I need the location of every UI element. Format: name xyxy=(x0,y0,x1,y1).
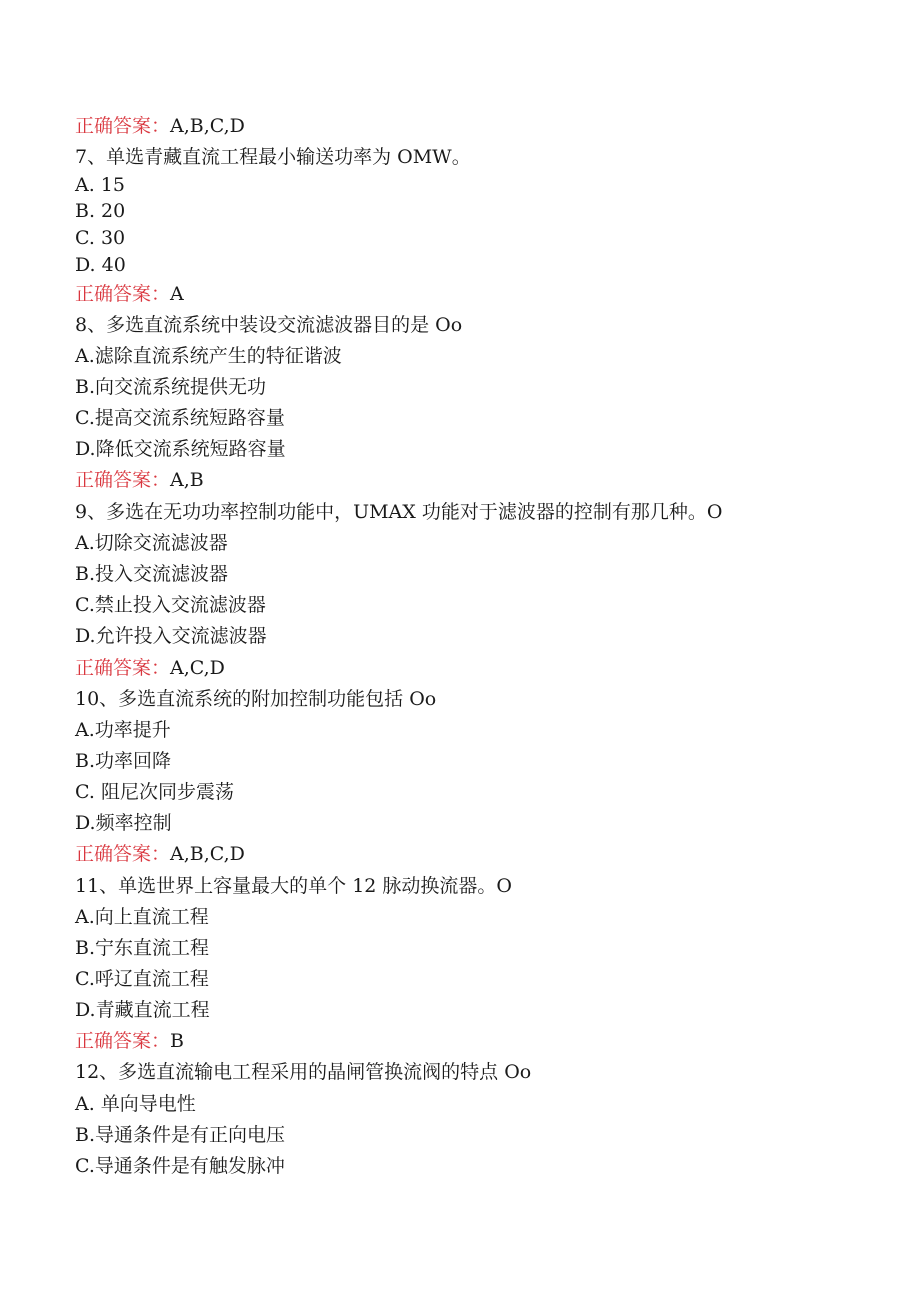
option-line: D.降低交流系统短路容量 xyxy=(75,438,286,460)
option-line: C.提高交流系统短路容量 xyxy=(75,407,285,429)
answer-line xyxy=(75,842,245,866)
option-line: A.向上直流工程 xyxy=(75,906,209,928)
question-10: 10、多选直流系统的附加控制功能包括 Oo xyxy=(75,688,437,710)
option-line: B.向交流系统提供无功 xyxy=(75,376,267,398)
answer-value: A,C,D xyxy=(170,657,225,679)
answer-label: 正确答案： xyxy=(75,843,171,865)
answer-value: A,B,C,D xyxy=(170,115,245,137)
question-8: 8、多选直流系统中装设交流滤波器目的是 Oo xyxy=(75,314,463,336)
option-line: A. 15 xyxy=(75,174,125,196)
option-line: B.投入交流滤波器 xyxy=(75,563,229,585)
answer-value: A,B xyxy=(170,469,204,491)
answer-value: B xyxy=(170,1030,184,1052)
answer-label: 正确答案： xyxy=(75,115,171,137)
option-line: B.功率回降 xyxy=(75,750,172,772)
answer-label: 正确答案： xyxy=(75,657,171,679)
option-line: C. 30 xyxy=(75,227,126,249)
answer-label: 正确答案： xyxy=(75,283,171,305)
option-line: B.宁东直流工程 xyxy=(75,937,210,959)
option-line: C. 阻尼次同步震荡 xyxy=(75,781,234,803)
answer-value: A,B,C,D xyxy=(170,843,245,865)
option-line: D.青藏直流工程 xyxy=(75,999,210,1021)
question-7: 7、单选青藏直流工程最小输送功率为 OMW。 xyxy=(75,146,471,168)
answer-line xyxy=(75,656,225,680)
answer-line xyxy=(75,468,204,492)
answer-line xyxy=(75,114,245,138)
option-line: C.呼辽直流工程 xyxy=(75,968,209,990)
option-line: C.导通条件是有触发脉冲 xyxy=(75,1155,285,1177)
option-line: A. 单向导电性 xyxy=(75,1093,196,1115)
option-line: D. 40 xyxy=(75,254,126,276)
answer-value: A xyxy=(170,283,184,305)
question-12: 12、多选直流输电工程采用的晶闸管换流阀的特点 Oo xyxy=(75,1061,532,1083)
option-line: B. 20 xyxy=(75,200,126,222)
option-line: B.导通条件是有正向电压 xyxy=(75,1124,286,1146)
answer-label: 正确答案： xyxy=(75,469,171,491)
answer-line xyxy=(75,1029,184,1053)
option-line: C.禁止投入交流滤波器 xyxy=(75,594,266,616)
option-line: A.切除交流滤波器 xyxy=(75,532,228,554)
question-9: 9、多选在无功功率控制功能中，UMAX 功能对于滤波器的控制有那几种。O xyxy=(75,501,723,523)
option-line: A.功率提升 xyxy=(75,719,171,741)
option-line: A.滤除直流系统产生的特征谐波 xyxy=(75,345,342,367)
answer-label: 正确答案： xyxy=(75,1030,171,1052)
answer-line xyxy=(75,282,184,306)
question-11: 11、单选世界上容量最大的单个 12 脉动换流器。O xyxy=(75,875,513,897)
option-line: D.频率控制 xyxy=(75,812,172,834)
option-line: D.允许投入交流滤波器 xyxy=(75,625,267,647)
